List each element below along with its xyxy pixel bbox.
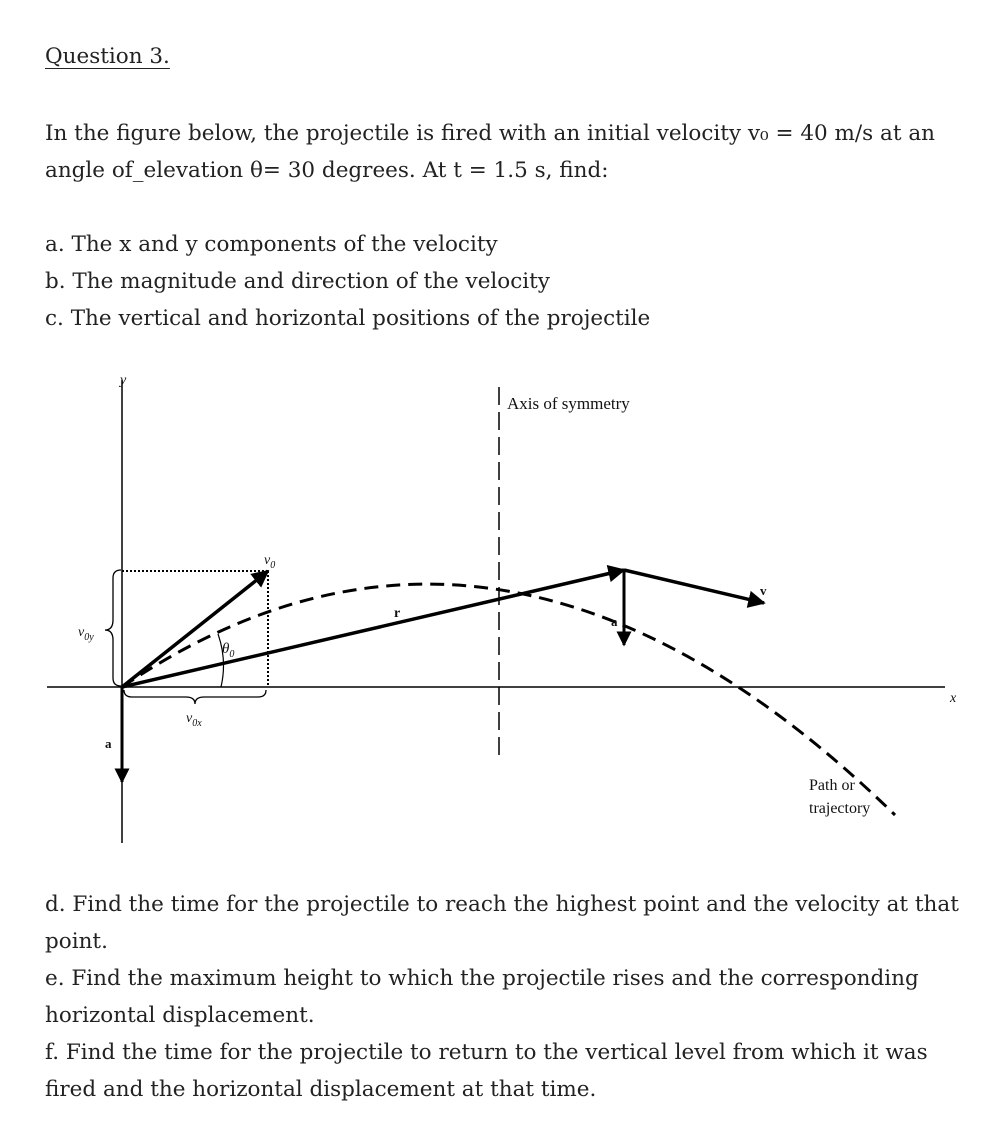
part-d-line-2: point. <box>45 929 108 954</box>
path-label-line2: trajectory <box>809 800 871 817</box>
part-a: a. The x and y components of the velocity <box>45 232 498 257</box>
y-axis-label: y <box>120 373 127 388</box>
v-label: v <box>760 583 767 598</box>
theta-label: $\theta_0$ <box>222 641 235 660</box>
v0y-label: $v_{0y}$ <box>78 625 94 643</box>
question-title: Question 3. <box>45 44 170 69</box>
projectile-diagram <box>0 360 998 860</box>
part-f-line-2: fired and the horizontal displacement at that time. <box>45 1077 597 1102</box>
part-d-line-1: d. Find the time for the projectile to reach the highest point and the velocity at that <box>45 892 959 917</box>
part-c: c. The vertical and horizontal positions of the projectile <box>45 306 651 331</box>
part-e-line-2: horizontal displacement. <box>45 1003 315 1028</box>
v0-label: $v_0$ <box>264 553 276 571</box>
part-f-line-1: f. Find the time for the projectile to return to the vertical level from which it was <box>45 1040 928 1065</box>
v0y-brace <box>105 570 121 686</box>
axis-of-symmetry-label: Axis of symmetry <box>507 394 630 413</box>
trajectory-path <box>122 584 895 815</box>
v0x-label: $v_{0x}$ <box>186 711 202 729</box>
v0x-brace <box>124 690 266 704</box>
a-label-origin: a <box>105 736 112 751</box>
part-e-line-1: e. Find the maximum height to which the projectile rises and the corresponding <box>45 966 919 991</box>
x-axis-label: x <box>950 691 957 706</box>
v-vector <box>624 570 764 603</box>
intro-line-1: In the figure below, the projectile is fired with an initial velocity v₀ = 40 m/s at an <box>45 121 935 146</box>
part-b: b. The magnitude and direction of the velocity <box>45 269 550 294</box>
a-label-top: a <box>611 614 618 629</box>
path-label-line1: Path or <box>809 777 855 794</box>
intro-line-2: angle of_elevation θ= 30 degrees. At t = 1.5 s, find: <box>45 158 609 183</box>
r-label: r <box>394 606 401 621</box>
